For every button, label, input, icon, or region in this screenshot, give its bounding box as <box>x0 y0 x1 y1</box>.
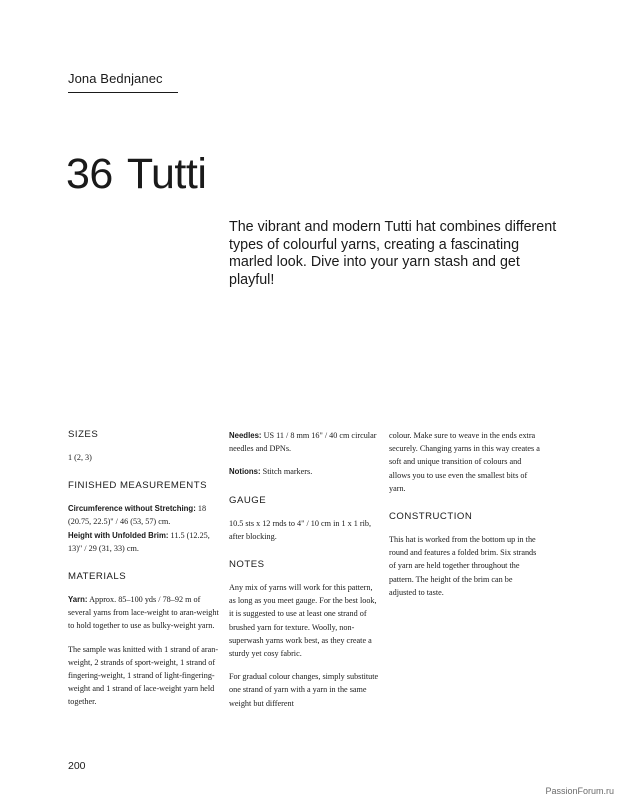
column-right <box>389 429 541 599</box>
gauge-heading: GAUGE <box>229 494 267 506</box>
yarn-line <box>68 593 220 633</box>
yarn-label: Yarn: <box>68 595 88 605</box>
height-value: 11.5 (12.25, 13)" / 29 (31, 33) cm. <box>68 530 210 553</box>
construction-heading: CONSTRUCTION <box>389 511 473 523</box>
page-number: 200 <box>68 760 86 772</box>
materials-heading: MATERIALS <box>68 571 127 583</box>
circumference-label: Circumference without Stretching: <box>68 504 196 514</box>
height-line <box>68 529 220 555</box>
finished-measurements-heading: FINISHED MEASUREMENTS <box>68 480 207 492</box>
yarn-value: Approx. 85–100 yds / 78–92 m of several yarns from lace-weight to aran-weight to hold together to use as bulky-weight yarn. <box>68 595 219 631</box>
notes-paragraph-3: colour. Make sure to weave in the ends extra securely. Changing yarns in this way creates a soft and unique transition of colours and allows you to use even the smallest bits of yarn. <box>389 431 540 493</box>
author-name: Jona Bednjanec <box>68 71 163 86</box>
notes-heading: NOTES <box>229 559 265 571</box>
author-underline <box>68 92 178 93</box>
sample-text: The sample was knitted with 1 strand of aran-weight, 2 strands of sport-weight, 1 strand of fingering-weight, 1 strand of light-fingering-weight and 1 strand of lace-weight yarn held together. <box>68 644 219 707</box>
pattern-title <box>66 148 206 200</box>
column-middle <box>229 429 381 710</box>
notes-paragraph-1: Any mix of yarns will work for this pattern, as long as you meet gauge. For the best look, it is suggested to use at least one strand of brushed yarn for texture. Woolly, non-superwash yarns work best, as they create a sturdy yet cosy fabric. <box>229 583 377 659</box>
needles-label: Needles: <box>229 431 262 440</box>
sizes-heading: SIZES <box>68 429 99 440</box>
circumference-value: 18 (20.75, 22.5)" / 46 (53, 57) cm. <box>68 504 207 527</box>
notes-paragraph-2: For gradual colour changes, simply substitute one strand of yarn with a yarn in the same weight but different <box>229 672 379 708</box>
height-label: Height with Unfolded Brim: <box>68 530 169 540</box>
sizes-text: 1 (2, 3) <box>68 453 92 462</box>
watermark: PassionForum.ru <box>545 786 614 796</box>
notions-label: Notions: <box>229 467 261 477</box>
needles-value: US 11 / 8 mm 16" / 40 cm circular needles and DPNs. <box>229 431 377 454</box>
notions-value: Stitch markers. <box>262 467 313 477</box>
construction-text: This hat is worked from the bottom up in the round and features a folded brim. Six strands of yarn are held together throughout the pattern. The height of the brim can be adjusted to taste. <box>389 535 537 597</box>
needles-line <box>229 429 381 455</box>
gauge-text: 10.5 sts x 12 rnds to 4" / 10 cm in 1 x 1 rib, after blocking. <box>229 518 372 541</box>
pattern-number: 36 <box>66 150 113 198</box>
circumference-line <box>68 502 220 528</box>
intro-paragraph: The vibrant and modern Tutti hat combines different types of colourful yarns, creating a fascinating marled look. Dive into your yarn stash and get playful! <box>229 219 557 288</box>
pattern-name: Tutti <box>126 150 207 198</box>
column-left <box>68 429 220 709</box>
notions-line <box>229 465 381 478</box>
